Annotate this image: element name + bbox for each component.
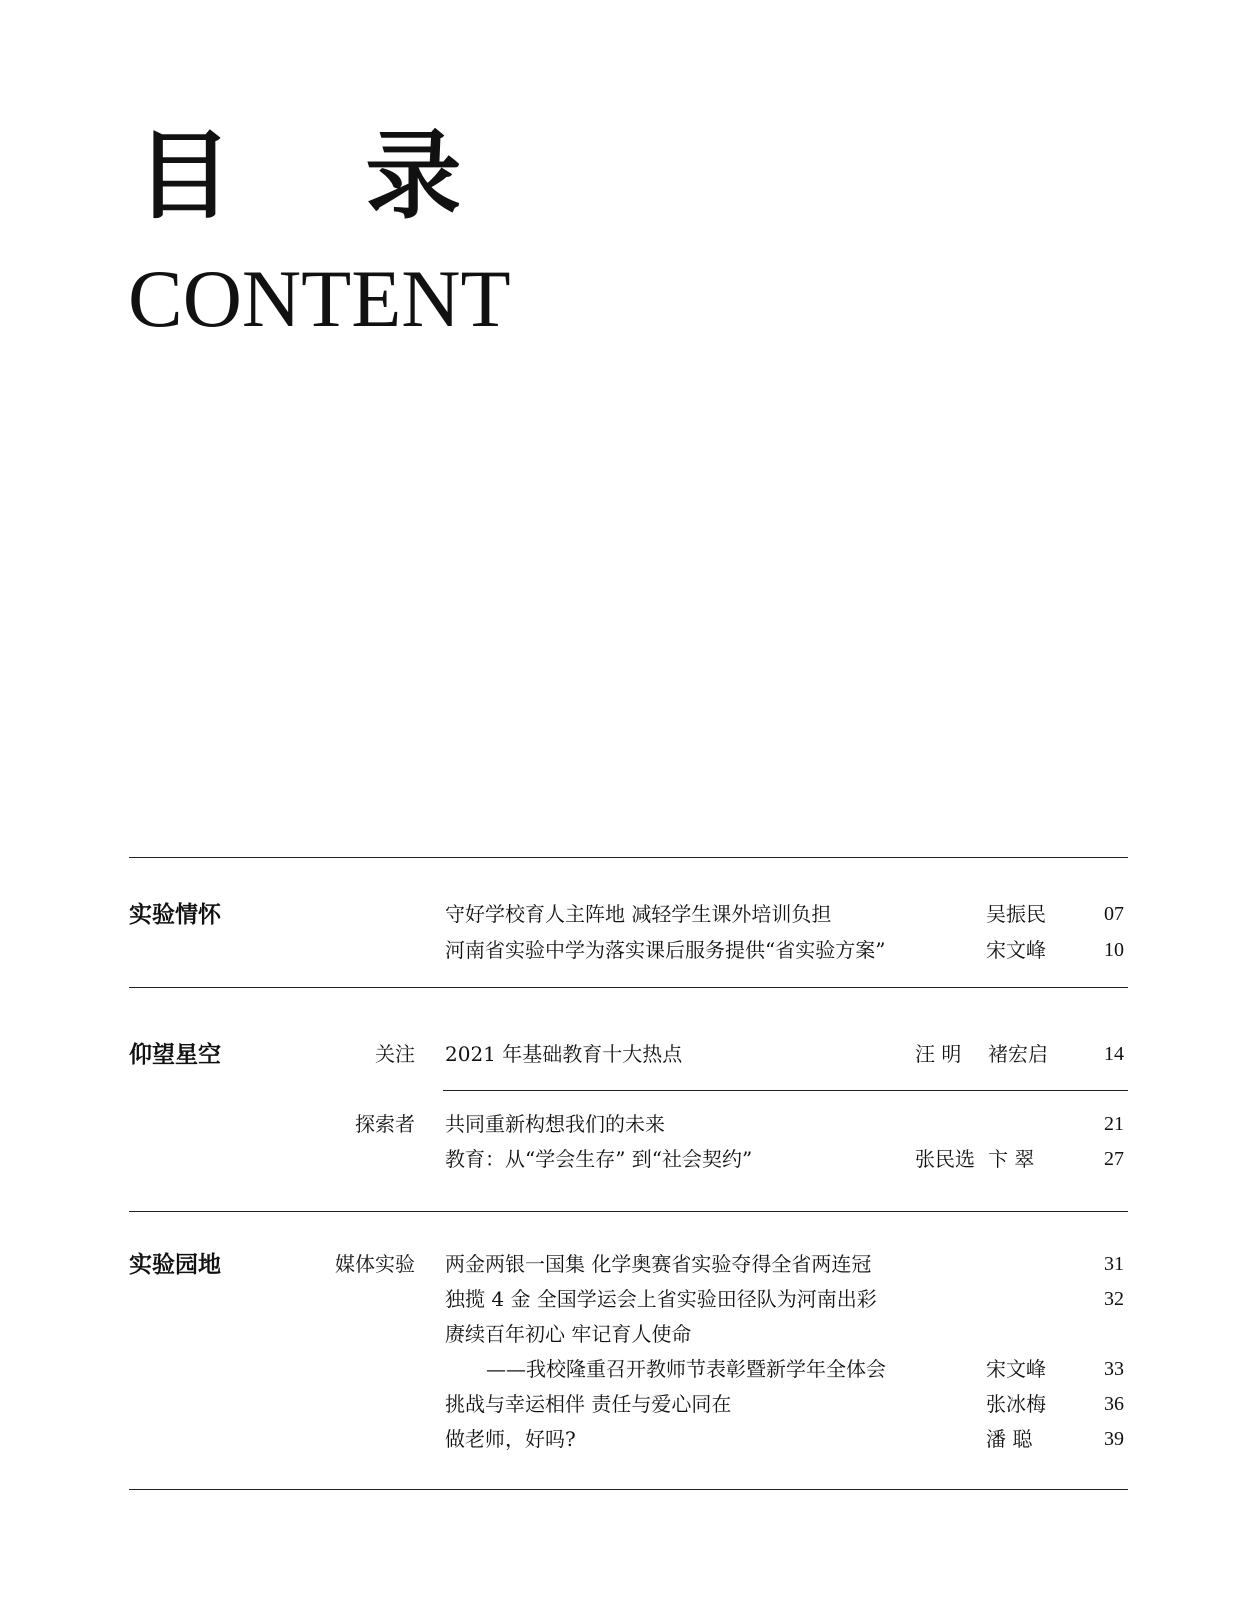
entry-author: 汪 明	[915, 1042, 962, 1066]
section-title: 仰望星空	[129, 1042, 221, 1068]
subsection-label: 探索者	[355, 1112, 415, 1136]
entry-page: 39	[1104, 1428, 1124, 1450]
entry-author: 潘 聪	[986, 1427, 1033, 1451]
divider	[129, 1211, 1128, 1212]
entry-author: 卞 翠	[988, 1147, 1035, 1171]
entry-title[interactable]: 两金两银一国集 化学奥赛省实验夺得全省两连冠	[445, 1252, 872, 1276]
subsection-label: 关注	[375, 1042, 415, 1066]
entry-page: 27	[1104, 1148, 1124, 1170]
entry-author: 褚宏启	[988, 1042, 1048, 1066]
divider	[129, 987, 1128, 988]
divider	[129, 1489, 1128, 1490]
section-title: 实验园地	[129, 1252, 221, 1278]
entry-author: 张冰梅	[986, 1392, 1046, 1416]
entry-title[interactable]: 独揽 4 金 全国学运会上省实验田径队为河南出彩	[445, 1287, 877, 1311]
entry-page: 36	[1104, 1393, 1124, 1415]
entry-page: 10	[1104, 939, 1124, 961]
entry-page: 31	[1104, 1253, 1124, 1275]
entry-title[interactable]: 2021 年基础教育十大热点	[445, 1042, 683, 1066]
entry-author: 张民选	[915, 1147, 975, 1171]
entry-page: 21	[1104, 1113, 1124, 1135]
entry-page: 32	[1104, 1288, 1124, 1310]
page-title-cn: 目 录	[136, 119, 512, 232]
entry-subtitle: ——我校隆重召开教师节表彰暨新学年全体会	[486, 1357, 886, 1381]
entry-title[interactable]: 河南省实验中学为落实课后服务提供“省实验方案”	[445, 938, 886, 962]
entry-title[interactable]: 守好学校育人主阵地 减轻学生课外培训负担	[445, 902, 832, 926]
divider	[129, 857, 1128, 858]
entry-author: 吴振民	[986, 902, 1046, 926]
entry-author: 宋文峰	[986, 1357, 1046, 1381]
entry-title[interactable]: 挑战与幸运相伴 责任与爱心同在	[445, 1392, 732, 1416]
entry-page: 14	[1104, 1043, 1124, 1065]
subsection-label: 媒体实验	[335, 1252, 415, 1276]
entry-title[interactable]: 共同重新构想我们的未来	[445, 1112, 665, 1136]
entry-title[interactable]: 教育：从“学会生存” 到“社会契约”	[445, 1147, 753, 1171]
entry-page: 33	[1104, 1358, 1124, 1380]
section-title: 实验情怀	[129, 902, 221, 928]
entry-title[interactable]: 做老师，好吗?	[445, 1427, 576, 1451]
entry-title[interactable]: 赓续百年初心 牢记育人使命	[445, 1322, 692, 1346]
entry-page: 07	[1104, 903, 1124, 925]
entry-author: 宋文峰	[986, 938, 1046, 962]
page-title-en: CONTENT	[128, 253, 511, 344]
divider	[443, 1090, 1128, 1091]
